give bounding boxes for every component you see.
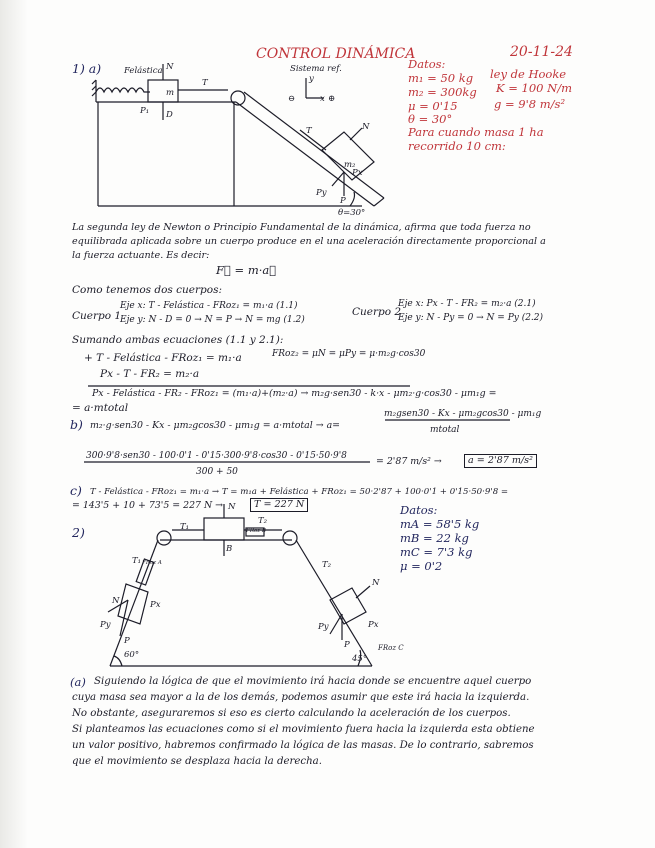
label-n-left: N	[112, 596, 120, 606]
cuerpo2-label: Cuerpo 2	[352, 306, 402, 318]
datos1-m1: m₁ = 50 kg	[408, 71, 474, 85]
label-t2-top: T₂	[258, 516, 268, 526]
vector-n2	[350, 128, 362, 140]
text-line-2: equilibrada aplicada sobre un cuerpo produce en el una aceleración directamente proporcional a	[72, 236, 546, 247]
p2-text-line-6: que el movimiento se desplaza hacia la derecha.	[72, 756, 322, 767]
label-d: D	[166, 110, 173, 120]
incline-surface	[236, 102, 374, 206]
datos2-label: Datos:	[400, 503, 438, 517]
label-froz-right: FRoz C	[378, 644, 404, 652]
sum-result: Px - Felástica - FR₂ - FRoz₁ = (m₁·a)+(m₂·a) → m₂g·sen30 - k·x - μm₂·g·cos30 - μm₁g =	[92, 388, 497, 399]
cuerpo2-eq-y: Eje y: N - Py = 0 → N = Py (2.2)	[398, 313, 544, 323]
datos1-mu: μ = 0'15	[408, 99, 458, 113]
froz-line: FRoz₂ = μN = μPy = μ·m₂g·cos30	[272, 349, 426, 359]
p2-text-line-4: Si planteamos las ecuaciones como si el movimiento fuera hacia la izquierda esta obtiene	[72, 724, 535, 735]
cuerpo1-eq-x: Eje x: T - Felástica - FRoz₁ = m₁·a (1.1)	[120, 301, 298, 311]
label-b: B	[226, 544, 233, 554]
label-neg-sign: ⊖	[288, 94, 296, 104]
angle-arc-1	[350, 192, 355, 206]
label-angle-1: θ=30°	[338, 208, 366, 218]
page-date: 20-11-24	[510, 44, 573, 60]
sum-line-1: + T - Felástica - FRoz₁ = m₁·a	[84, 352, 242, 364]
b-calc-numerator: 300·9'8·sen30 - 100·0'1 - 0'15·300·9'8·cos30 - 0'15·50·9'8	[86, 451, 347, 461]
problem1-diagram-drawing	[92, 64, 384, 206]
label-t2-right: T₂	[322, 560, 332, 570]
b-label: b)	[70, 417, 83, 432]
problem2-a-label: (a)	[70, 675, 86, 689]
label-axis-x: x	[320, 94, 325, 104]
sumando-label: Sumando ambas ecuaciones (1.1 y 2.1):	[72, 334, 284, 346]
label-py-left: Py	[100, 620, 111, 630]
datos1-g: g = 9'8 m/s²	[494, 97, 566, 111]
label-froz-b: FRoz B	[246, 528, 266, 534]
datos2-mu: μ = 0'2	[400, 559, 443, 573]
c-answer: T = 227 N	[250, 498, 308, 512]
label-px-left: Px	[150, 600, 161, 610]
text-line-3: la fuerza actuante. Es decir:	[72, 250, 210, 261]
label-py-right: Py	[318, 622, 329, 632]
sum-total: = a·mtotal	[72, 402, 129, 414]
p2-text-line-2: cuya masa sea mayor a la de los demás, podemos asumir que este irá hacia la izquierda.	[72, 692, 530, 703]
label-t2: T	[306, 126, 312, 136]
datos1-hooke-label: ley de Hooke	[490, 67, 567, 81]
vector-n-c	[356, 586, 370, 598]
label-f-elastica: Felástica	[124, 66, 163, 76]
label-t1-top: T₁	[180, 522, 190, 532]
label-t1-left: T₁	[132, 556, 142, 566]
cuerpo1-label: Cuerpo 1	[72, 310, 122, 322]
label-m2: m₂	[344, 160, 356, 170]
problem2-label: 2)	[72, 525, 85, 540]
label-p-right: P	[344, 640, 350, 650]
como-tenemos: Como tenemos dos cuerpos:	[72, 284, 222, 296]
datos2-mc: mC = 7'3 kg	[400, 545, 473, 559]
label-n2: N	[362, 122, 370, 132]
sum-line-2: Px - T - FR₂ = m₂·a	[100, 368, 200, 380]
label-p2: P	[340, 196, 346, 206]
label-angle-right: 45°	[352, 654, 368, 664]
label-pos-sign: ⊕	[328, 94, 336, 104]
problem2-diagram-drawing	[108, 504, 372, 666]
p2-text-line-1: Siguiendo la lógica de que el movimiento irá hacia donde se encuentre aquel cuerpo	[94, 676, 532, 687]
cuerpo2-eq-x: Eje x: Px - T - FR₂ = m₂·a (2.1)	[398, 299, 536, 309]
label-froz-left: FRoz A	[142, 560, 162, 566]
newton-formula: F⃗ = m·a⃗	[216, 263, 277, 277]
label-n-b: N	[228, 502, 236, 512]
datos1-k: K = 100 N/m	[496, 81, 572, 95]
label-sistema-ref: Sistema ref.	[290, 64, 342, 74]
block-b	[204, 518, 244, 540]
label-px: Px	[352, 168, 363, 178]
b-numerator: m₂gsen30 - Kx - μm₂gcos30 - μm₁g	[384, 409, 542, 419]
datos1-label: Datos:	[408, 57, 446, 71]
label-angle-left: 60°	[124, 650, 140, 660]
vector-t2	[300, 130, 326, 150]
datos1-theta: θ = 30°	[408, 112, 453, 126]
page-title: CONTROL DINÁMICA	[256, 46, 416, 62]
p2-text-line-5: un valor positivo, habremos confirmado la lógica de las masas. De lo contrario, sabremos	[72, 740, 534, 751]
vector-py	[332, 172, 344, 186]
label-p-left: P	[124, 636, 130, 646]
label-px-right: Px	[368, 620, 379, 630]
label-n-right: N	[372, 578, 380, 588]
c-label: c)	[70, 483, 82, 498]
cuerpo1-eq-y: Eje y: N - D = 0 → N = P → N = mg (1.2)	[120, 315, 305, 325]
pulley-left	[157, 531, 171, 545]
datos2-mb: mB = 22 kg	[400, 531, 469, 545]
problem1-label: 1) a)	[72, 61, 102, 76]
label-p1: P₁	[140, 106, 150, 116]
c-calc: = 143'5 + 10 + 73'5 = 227 N →	[72, 500, 224, 511]
angle-arc-left	[114, 656, 122, 666]
p2-text-line-3: No obstante, aseguraremos si eso es cierto calculando la aceleración de los cuerpos.	[72, 708, 511, 719]
spring	[96, 88, 150, 92]
b-calc-result: = 2'87 m/s² →	[376, 456, 442, 467]
label-n1: N	[166, 62, 174, 72]
c-eq: T - Felástica - FRoz₁ = m₁·a → T = m₁a + Felástica + FRoz₁ = 50·2'87 + 100·0'1 + 0'15·50·9'8 =	[90, 487, 509, 497]
label-m1: m	[166, 88, 175, 98]
b-answer: a = 2'87 m/s²	[464, 454, 537, 468]
label-t1: T	[202, 78, 208, 88]
datos1-question-2: recorrido 10 cm:	[408, 139, 506, 153]
datos2-ma: mA = 58'5 kg	[400, 517, 480, 531]
incline-top	[244, 92, 384, 198]
b-denominator: mtotal	[430, 425, 460, 435]
text-line-1: La segunda ley de Newton o Principio Fundamental de la dinámica, afirma que toda fuerza no	[72, 222, 531, 233]
incline-end	[374, 198, 384, 206]
label-axis-y: y	[309, 74, 314, 84]
pulley-right	[283, 531, 297, 545]
b-calc-denominator: 300 + 50	[196, 467, 238, 477]
vector-py-c	[330, 614, 342, 634]
datos1-m2: m₂ = 300kg	[408, 85, 477, 99]
b-eq-left: m₂·g·sen30 - Kx - μm₂gcos30 - μm₁g = a·mtotal → a=	[90, 420, 341, 431]
label-py: Py	[316, 188, 327, 198]
datos1-question-1: Para cuando masa 1 ha	[408, 125, 544, 139]
